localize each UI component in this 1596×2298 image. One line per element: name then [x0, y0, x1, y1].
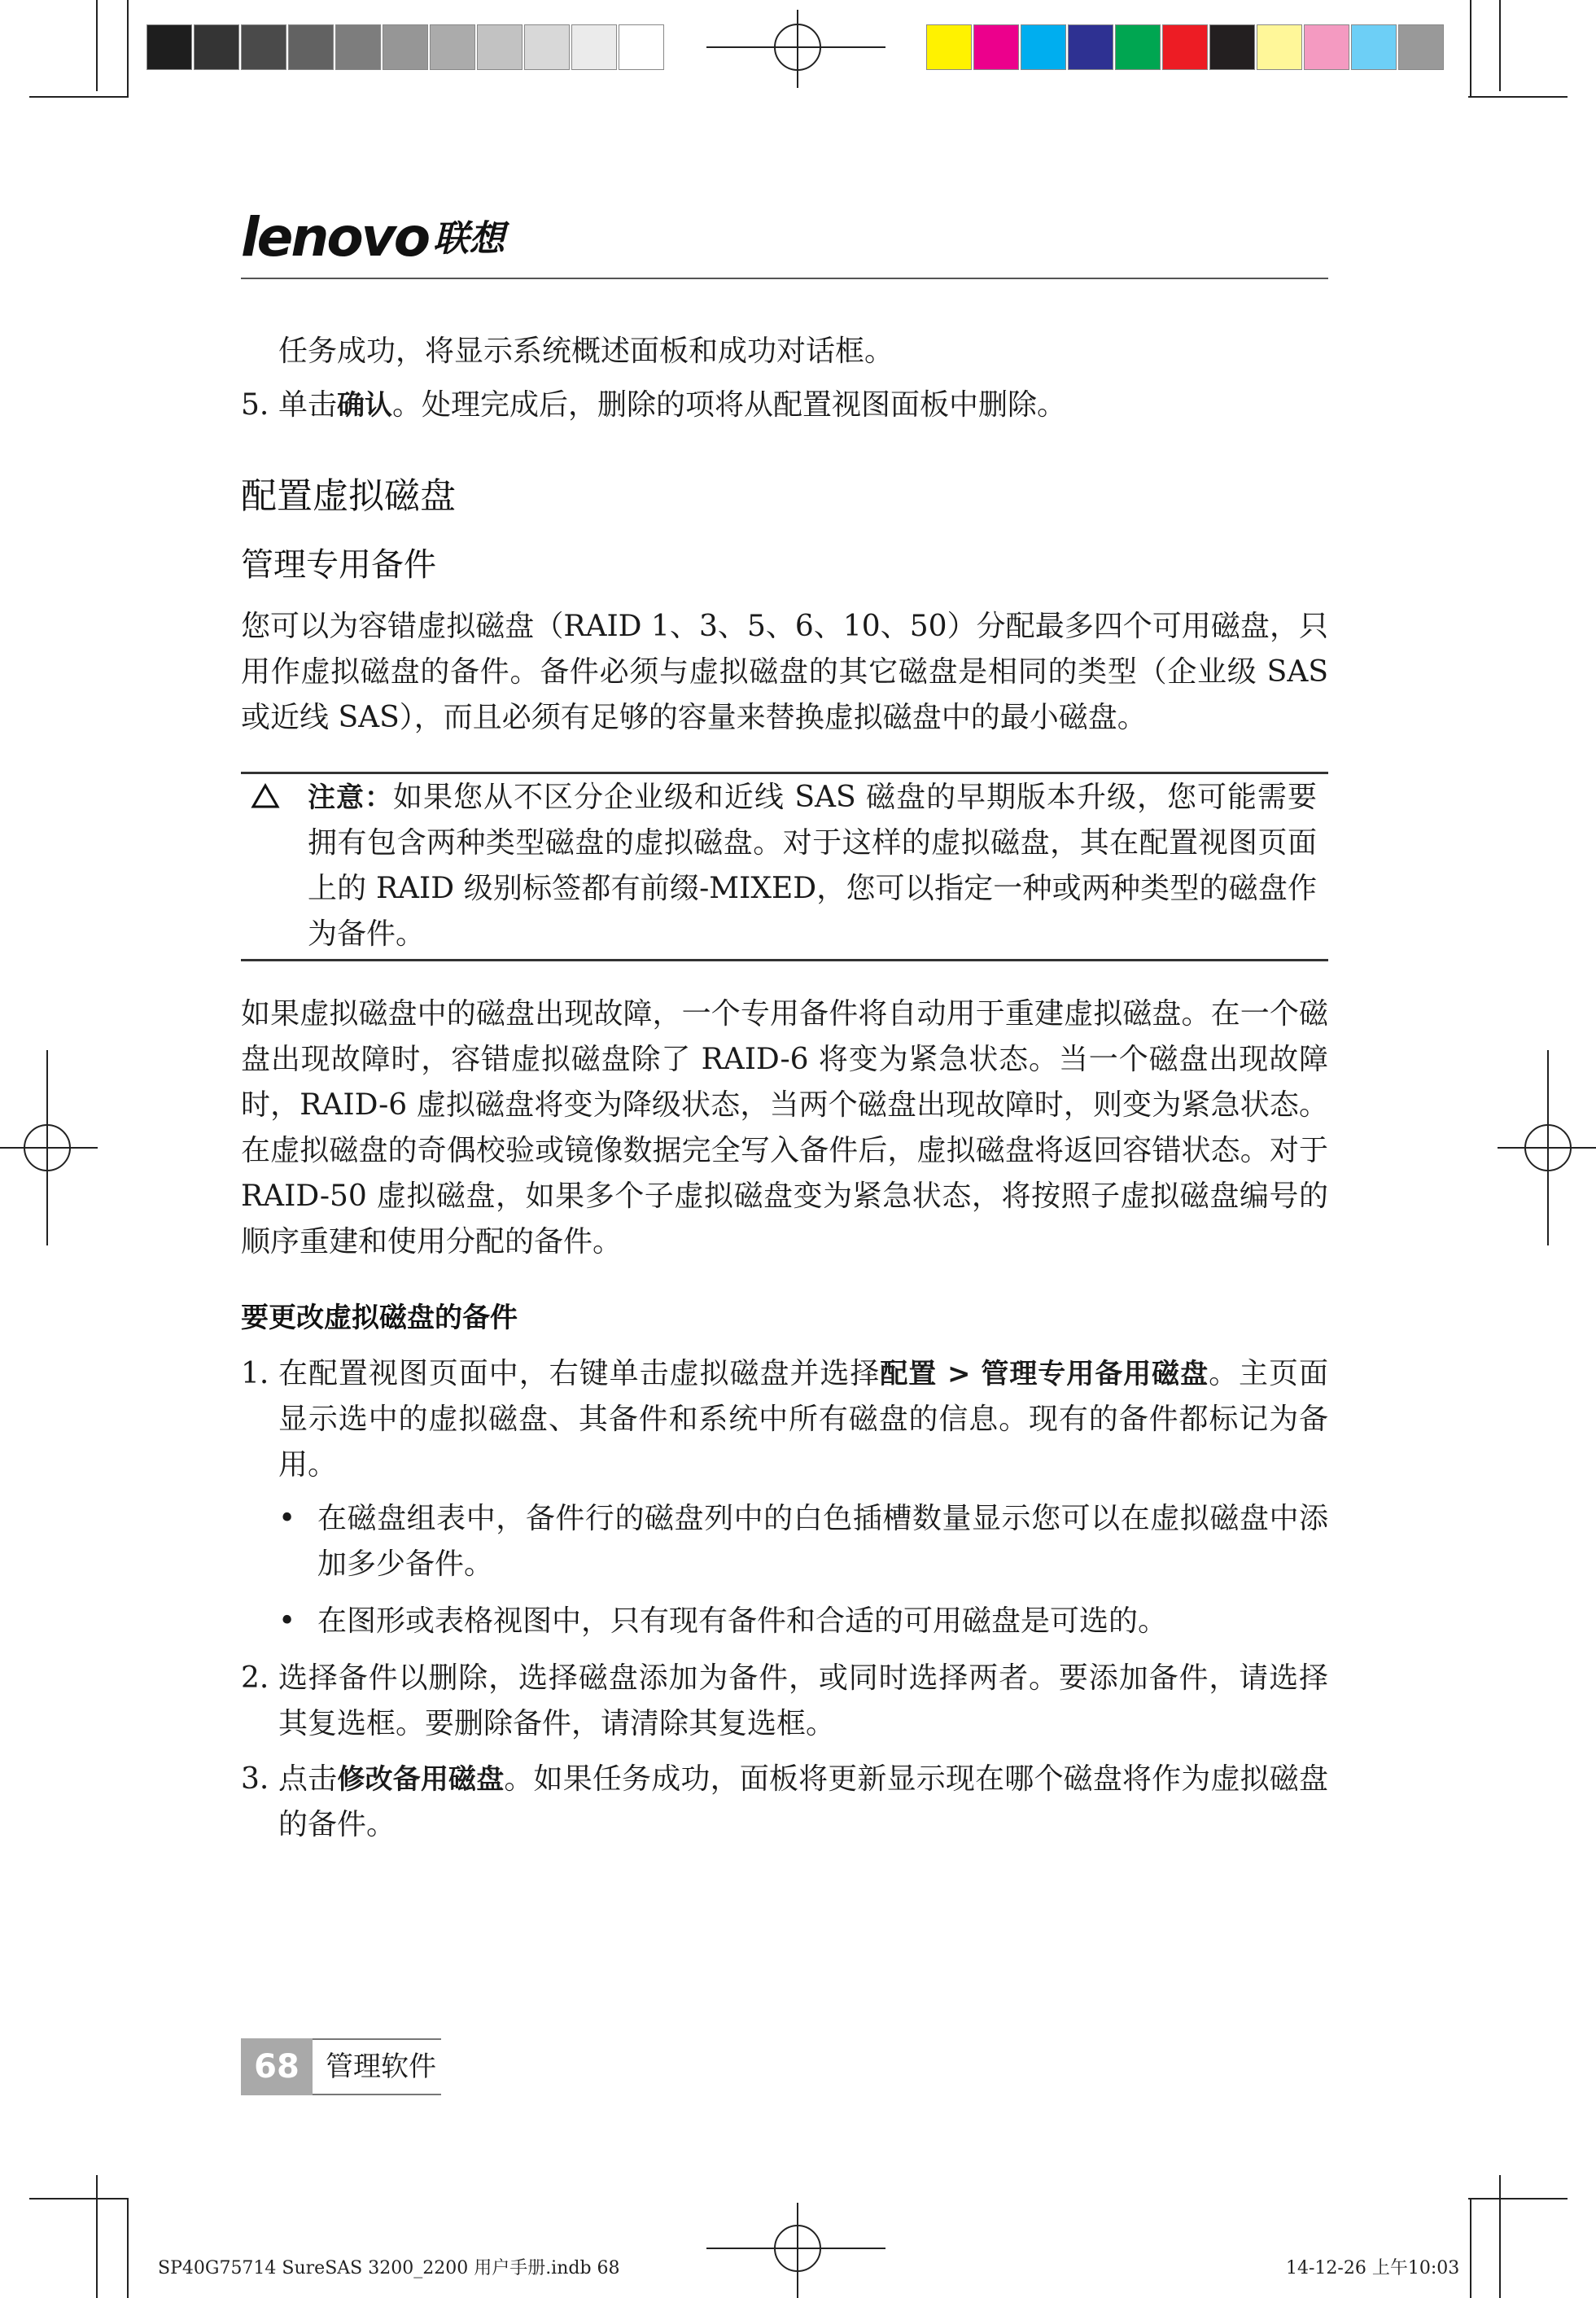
bullet-icon: •: [278, 1502, 296, 1535]
registration-mark-icon: [0, 1050, 98, 1245]
header-rule: [241, 278, 1328, 279]
intro-line: 任务成功，将显示系统概述面板和成功对话框。: [278, 335, 894, 368]
crop-mark: [1470, 0, 1471, 96]
step-number: 1.: [241, 1357, 269, 1390]
calibration-swatch: [1068, 24, 1113, 70]
crop-mark: [1499, 2175, 1501, 2298]
calibration-swatch: [1257, 24, 1302, 70]
note-top-rule: [241, 772, 1328, 774]
calibration-swatch: [1351, 24, 1397, 70]
step-text: 选择备件以删除，选择磁盘添加为备件，或同时选择两者。要添加备件，请选择其复选框。要删除备件，请清除其复选框。: [278, 1661, 1328, 1740]
crop-mark: [96, 2175, 98, 2298]
list-item: [278, 1496, 1328, 1587]
paragraph-spares-intro: 您可以为容错虚拟磁盘（RAID 1、3、5、6、10、50）分配最多四个可用磁盘，只用作虚拟磁盘的备件。备件必须与虚拟磁盘的其它磁盘是相同的类型（企业级 SAS 或近线 SAS），而且必须有足够的容量来替换虚拟磁盘中的最小磁盘。: [241, 610, 1328, 734]
crop-mark: [127, 0, 129, 96]
ui-term-modify-spares: 修改备用磁盘: [337, 1763, 505, 1796]
logo-text-en: lenovo: [241, 206, 429, 269]
note-bottom-rule: [241, 959, 1328, 961]
crop-mark: [127, 2198, 129, 2298]
crop-mark: [29, 96, 129, 98]
calibration-swatch: [1304, 24, 1349, 70]
calibration-swatch: [524, 24, 570, 70]
calibration-swatch: [926, 24, 972, 70]
step-text: 。处理完成后，删除的项将从配置视图面板中删除。: [392, 388, 1067, 422]
crop-mark: [1499, 0, 1501, 91]
step-5: [241, 383, 1328, 428]
step-number: 3.: [241, 1762, 269, 1796]
note-body: [308, 775, 1317, 957]
calibration-swatch: [1021, 24, 1066, 70]
print-slug-filename: SP40G75714 SureSAS 3200_2200 用户手册.indb 68: [158, 2258, 620, 2278]
ui-term-menu-path: 配置 > 管理专用备用磁盘: [880, 1358, 1209, 1390]
crop-mark: [1468, 2198, 1568, 2200]
step-number: 5.: [241, 388, 269, 422]
step-text: 。主页面显示选中的虚拟磁盘、其备件和系统中所有磁盘的信息。现有的备件都标记为备用。: [278, 1357, 1328, 1482]
bullet-text: 在图形或表格视图中，只有现有备件和合适的可用磁盘是可选的。: [317, 1604, 1168, 1638]
calibration-swatch: [1115, 24, 1161, 70]
calibration-swatch: [477, 24, 523, 70]
step-1: [241, 1351, 1328, 1488]
ui-term-confirm: 确认: [337, 389, 393, 422]
calibration-swatch: [1398, 24, 1444, 70]
procedure-heading: 要更改虚拟磁盘的备件: [241, 1302, 518, 1334]
calibration-swatch: [973, 24, 1019, 70]
step-text: 。如果任务成功，面板将更新显示现在哪个磁盘将作为虚拟磁盘的备件。: [278, 1762, 1328, 1841]
caution-triangle-icon: [251, 783, 280, 812]
list-item: [278, 1599, 1328, 1644]
calibration-swatch: [335, 24, 381, 70]
calibration-swatch: [241, 24, 286, 70]
registration-mark-icon: [706, 2203, 885, 2298]
step-2: [241, 1656, 1328, 1747]
calibration-swatch: [571, 24, 617, 70]
calibration-swatch: [619, 24, 664, 70]
registration-mark-icon: [706, 10, 885, 88]
calibration-swatch: [1162, 24, 1208, 70]
paragraph-rebuild: 如果虚拟磁盘中的磁盘出现故障，一个专用备件将自动用于重建虚拟磁盘。在一个磁盘出现故障时，容错虚拟磁盘除了 RAID-6 将变为紧急状态。当一个磁盘出现故障时，RAID-6 虚拟磁盘将变为降级状态，当两个磁盘出现故障时，则变为紧急状态。在虚拟磁盘的奇偶校验或镜像数据完全写入备件后，虚拟磁盘将返回容错状态。对于 RAID-50 虚拟磁盘，如果多个子虚拟磁盘变为紧急状态，将按照子虚拟磁盘编号的顺序重建和使用分配的备件。: [241, 997, 1328, 1258]
note-text: 如果您从不区分企业级和近线 SAS 磁盘的早期版本升级，您可能需要拥有包含两种类型磁盘的虚拟磁盘。对于这样的虚拟磁盘，其在配置视图页面上的 RAID 级别标签都有前缀-MIXED，您可以指定一种或两种类型的磁盘作为备件。: [308, 781, 1317, 951]
bullet-icon: •: [278, 1604, 296, 1638]
calibration-swatch: [430, 24, 475, 70]
step-text: 在配置视图页面中，右键单击虚拟磁盘并选择: [278, 1357, 881, 1390]
subsection-heading: 管理专用备件: [241, 546, 436, 584]
calibration-swatch: [146, 24, 192, 70]
section-heading: 配置虚拟磁盘: [241, 475, 456, 517]
calibration-swatch: [383, 24, 428, 70]
registration-mark-icon: [1498, 1050, 1596, 1245]
step-text: 点击: [278, 1762, 338, 1796]
step-text: 单击: [278, 388, 338, 422]
section-name: 管理软件: [313, 2038, 441, 2095]
logo-text-cn: 联想: [433, 218, 505, 260]
calibration-swatch: [1209, 24, 1255, 70]
page-number: 68: [241, 2038, 313, 2095]
step-number: 2.: [241, 1661, 269, 1695]
crop-mark: [96, 0, 98, 91]
calibration-swatch: [288, 24, 334, 70]
crop-mark: [1470, 2198, 1471, 2298]
crop-mark: [29, 2198, 129, 2200]
calibration-swatch: [194, 24, 239, 70]
print-slug-timestamp: 14-12-26 上午10:03: [1286, 2258, 1460, 2278]
step-3: [241, 1757, 1328, 1848]
lenovo-logo: [241, 206, 505, 269]
note-label: 注意：: [308, 781, 393, 814]
bullet-text: 在磁盘组表中，备件行的磁盘列中的白色插槽数量显示您可以在虚拟磁盘中添加多少备件。: [317, 1502, 1328, 1581]
crop-mark: [1468, 96, 1568, 98]
